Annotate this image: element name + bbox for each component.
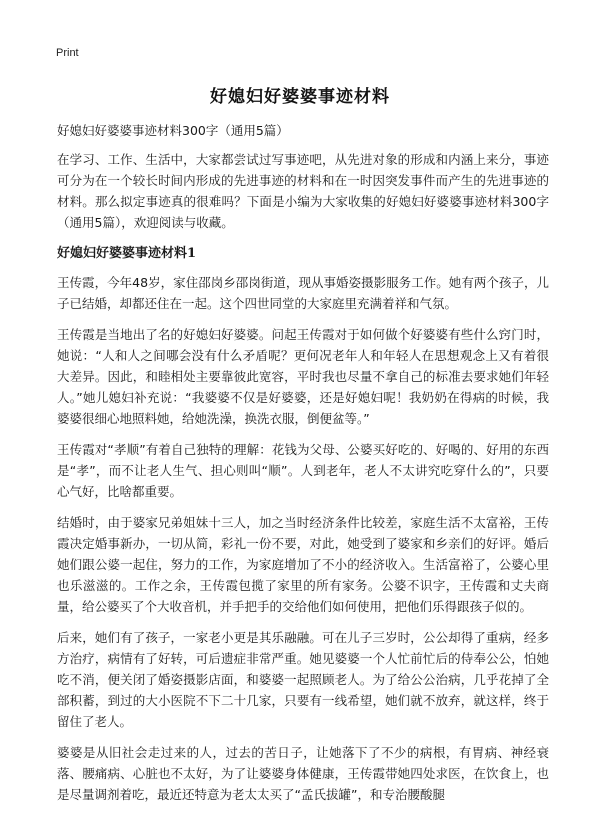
section-paragraph: 王传霞对“孝顺”有着自己独特的理解：花钱为父母、公婆买好吃的、好喝的、好用的东西是“孝”，而不让老人生气、担心则叫“顺”。人到老年，老人不太讲究吃穿什么的”，只要心气好，比啥都重要。 <box>57 442 549 499</box>
section-paragraph: 结婚时，由于婆家兄弟姐妹十三人，加之当时经济条件比较差，家庭生活不太富裕，王传霞决定婚事新办，一切从简，彩礼一份不要，对此，她受到了婆家和乡亲们的好评。婚后她们跟公婆一起住，努力的工作，为家庭增加了不小的经济收入。生活富裕了，公婆心里也乐滋滋的。工作之余，王传霞包揽了家里的所有家务。公婆不识字，王传霞和丈夫商量，给公婆买了个大收音机，并手把手的交给他们如何使用，把他们乐得跟孩子似的。 <box>57 515 549 614</box>
intro-paragraph: 在学习、工作、生活中，大家都尝试过写事迹吧，从先进对象的形成和内涵上来分，事迹可分为在一个较长时间内形成的先进事迹的材料和在一时因突发事件而产生的先进事迹的材料。那么拟定事迹真的很难吗？下面是小编为大家收集的好媳妇好婆婆事迹材料300字（通用5篇），欢迎阅读与收藏。 <box>57 152 549 230</box>
section-paragraph: 王传霞，今年48岁，家住邵岗乡邵岗街道，现从事婚姿摄影服务工作。她有两个孩子，儿子已结婚，却都还住在一起。这个四世同堂的大家庭里充满着祥和气氛。 <box>57 275 549 311</box>
section-heading: 好媳妇好婆婆事迹材料1 <box>57 246 197 261</box>
document-title: 好媳妇好婆婆事迹材料 <box>210 87 390 107</box>
print-link[interactable]: Print <box>56 47 79 59</box>
section-paragraph: 婆婆是从旧社会走过来的人，过去的苦日子，让她落下了不少的病根，有胃病、神经衰落、腰痛病、心脏也不太好，为了让婆婆身体健康，王传霞带她四处求医，在饮食上，也是尽量调剂着吃，最近还特意为老太太买了“孟氏拔罐”，和专治腰酸腿 <box>57 745 549 802</box>
document-subtitle: 好媳妇好婆婆事迹材料300字（通用5篇） <box>57 123 289 138</box>
section-paragraph: 王传霞是当地出了名的好媳妇好婆婆。问起王传霞对于如何做个好婆婆有些什么窍门时，她说：“人和人之间哪会没有什么矛盾呢？更何况老年人和年轻人在思想观念上又有着很大差异。因此，和睦相处主要靠彼此宽容，平时我也尽量不拿自己的标准去要求她们年轻人。”她儿媳妇补充说：“我婆婆不仅是好婆婆，还是好媳妇呢！我奶奶在得病的时候，我婆婆很细心地照料她，给她洗澡，换洗衣服，倒便盆等。” <box>57 327 549 426</box>
document-body <box>57 120 549 815</box>
section-paragraph: 后来，她们有了孩子，一家老小更是其乐融融。可在儿子三岁时，公公却得了重病，经多方治疗，病情有了好转，可后遗症非常严重。她见婆婆一个人忙前忙后的侍奉公公，怕她吃不消，便关闭了婚姿摄影店面，和婆婆一起照顾老人。为了给公公治病，几乎花掉了全部积蓄，到过的大小医院不下二十几家，只要有一线希望，她们就不放弃，就这样，终于留住了老人。 <box>57 630 549 729</box>
